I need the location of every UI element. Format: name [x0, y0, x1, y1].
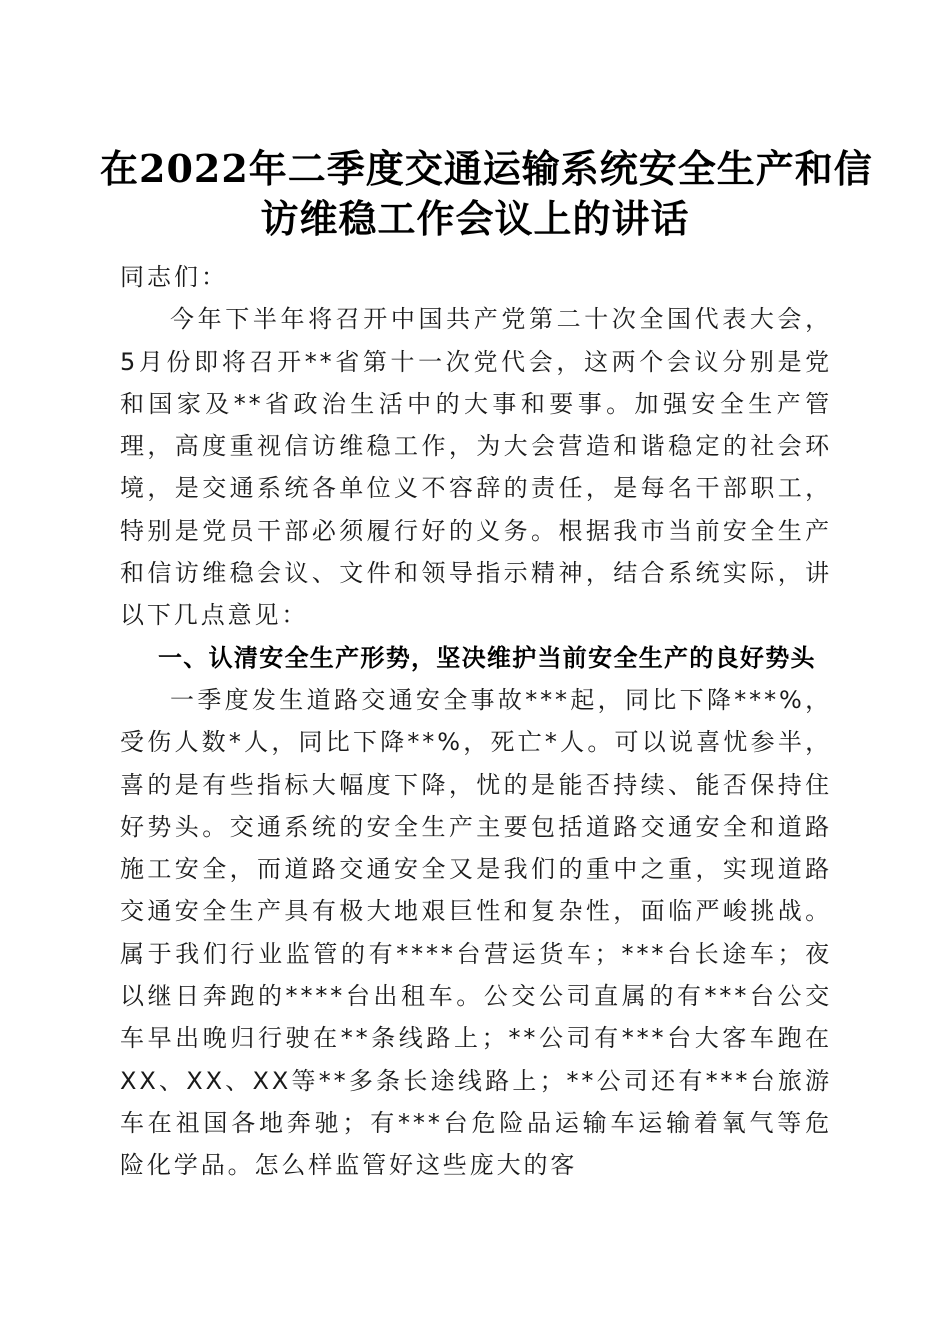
section-heading-1: 一、认清安全生产形势，坚决维护当前安全生产的良好势头 [158, 643, 816, 672]
document-title-line-1: 在2022年二季度交通运输系统安全生产和信 [100, 146, 873, 191]
document-body [120, 256, 832, 1187]
paragraph-intro: 今年下半年将召开中国共产党第二十次全国代表大会，5月份即将召开**省第十一次党代会，这两个会议分别是党和国家及**省政治生活中的大事和要事。加强安全生产管理，高度重视信访维稳工作，为大会营造和谐稳定的社会环境，是交通系统各单位义不容辞的责任，是每名干部职工，特别是党员干部必须履行好的义务。根据我市当前安全生产和信访维稳会议、文件和领导指示精神，结合系统实际，讲以下几点意见： [120, 305, 832, 630]
paragraph-safety-situation: 一季度发生道路交通安全事故***起，同比下降***%，受伤人数*人，同比下降**%，死亡*人。可以说喜忧参半，喜的是有些指标大幅度下降，忧的是能否持续、能否保持住好势头。交通系统的安全生产主要包括道路交通安全和道路施工安全，而道路交通安全又是我们的重中之重，实现道路交通安全生产具有极大地艰巨性和复杂性，面临严峻挑战。属于我们行业监管的有****台营运货车；***台长途车；夜以继日奔跑的****台出租车。公交公司直属的有***台公交车早出晚归行驶在**条线路上；**公司有***台大客车跑在XX、XX、XX等**多条长途线路上；**公司还有***台旅游车在祖国各地奔驰；有***台危险品运输车运输着氧气等危险化学品。怎么样监管好这些庞大的客 [120, 685, 832, 1180]
salutation: 同志们： [120, 263, 228, 291]
document-title-line-2: 访维稳工作会议上的讲话 [260, 196, 690, 241]
